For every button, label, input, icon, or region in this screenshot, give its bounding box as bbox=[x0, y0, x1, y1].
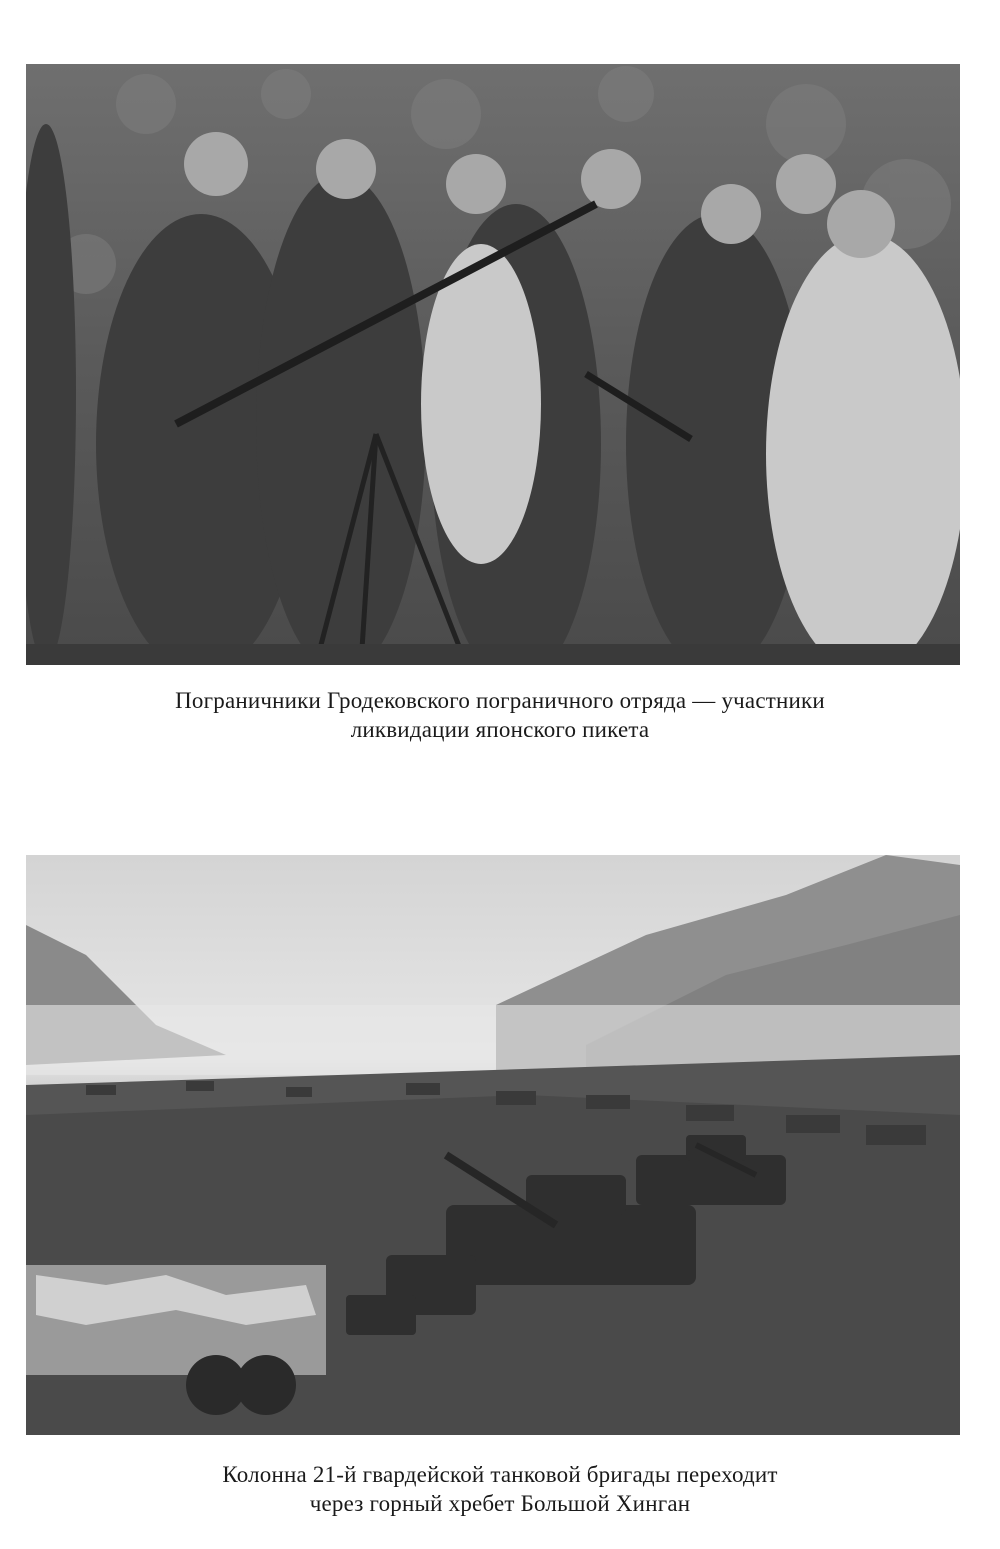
photo-border-guards-caption bbox=[40, 686, 960, 744]
photo-tank-column bbox=[26, 855, 960, 1435]
photo-border-guards-image bbox=[26, 64, 960, 665]
caption-line: Колонна 21-й гвардейской танковой бригады переходит bbox=[222, 1462, 778, 1487]
caption-line: Пограничники Гродековского пограничного отряда — участники bbox=[175, 688, 825, 713]
caption-line: ликвидации японского пикета bbox=[350, 717, 650, 742]
photo-tank-column-caption bbox=[40, 1460, 960, 1518]
caption-line: через горный хребет Большой Хинган bbox=[309, 1491, 691, 1516]
photo-tank-column-image bbox=[26, 855, 960, 1435]
photo-border-guards bbox=[26, 64, 960, 665]
